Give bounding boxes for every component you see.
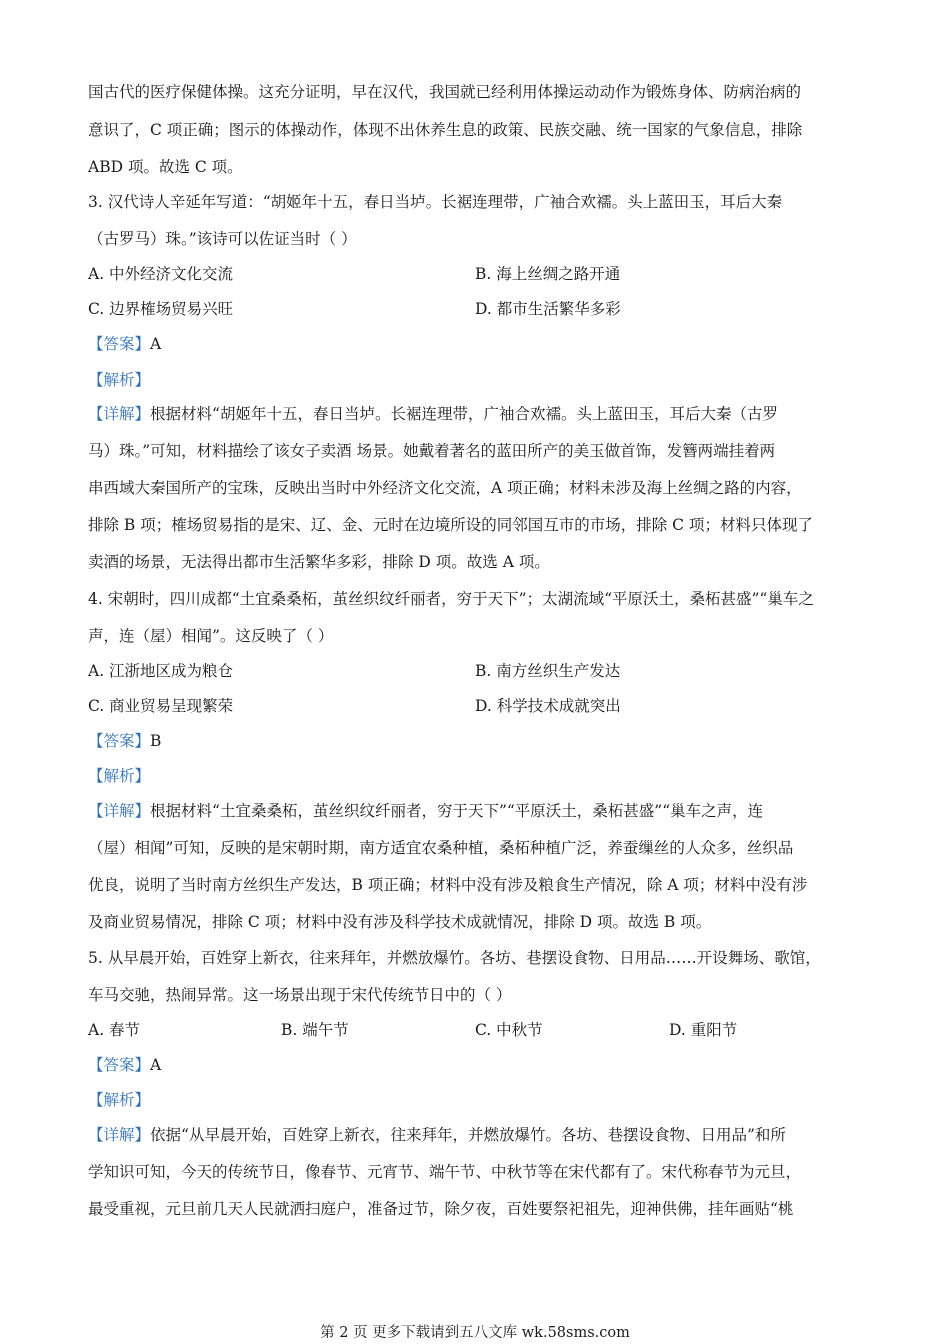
intro-line: ABD 项。故选 C 项。 [88, 158, 243, 176]
analysis-tag: 【解析】 [88, 1091, 151, 1109]
detail-text: 根据材料“胡姬年十五，春日当垆。长裾连理带，广袖合欢襦。头上蓝田玉，耳后大秦（古罗 [150, 405, 778, 423]
detail-tag: 【详解】 [88, 1126, 151, 1144]
detail-tag: 【详解】 [88, 405, 151, 423]
q4-option-b: B. 南方丝织生产发达 [475, 662, 621, 680]
q3-option-c: C. 边界榷场贸易兴旺 [88, 300, 234, 318]
q5-option-d: D. 重阳节 [669, 1021, 738, 1039]
q5-detail-line: 最受重视，元旦前几天人民就洒扫庭户，准备过节，除夕夜，百姓要祭祀祖先，迎神供佛，挂年画贴“桃 [88, 1200, 794, 1218]
q3-detail-line [88, 404, 878, 424]
detail-tag: 【详解】 [88, 802, 151, 820]
answer-tag: 【答案】 [88, 1056, 151, 1074]
q3-option-d: D. 都市生活繁华多彩 [475, 300, 621, 318]
answer-value: A [150, 335, 162, 353]
q5-stem-line: 车马交驰，热闹异常。这一场景出现于宋代传统节日中的（ ） [88, 986, 512, 1004]
q3-detail-line: 马）珠。”可知，材料描绘了该女子卖酒 场景。她戴着著名的蓝田所产的美玉做首饰，发簪两端挂着两 [88, 442, 776, 460]
q3-stem-line: 3. 汉代诗人辛延年写道：“胡姬年十五，春日当垆。长裾连理带，广袖合欢襦。头上蓝田玉，耳后大秦 [88, 193, 783, 211]
detail-text: 根据材料“土宜桑桑柘，茧丝织纹纤丽者，穷于天下”“平原沃土，桑柘甚盛”“巢车之声，连 [150, 802, 764, 820]
analysis-tag: 【解析】 [88, 371, 151, 389]
q4-option-d: D. 科学技术成就突出 [475, 697, 621, 715]
q4-detail-line: 及商业贸易情况，排除 C 项；材料中没有涉及科学技术成就情况，排除 D 项。故选 B 项。 [88, 913, 712, 931]
q4-stem-line: 声，连（屋）相闻”。这反映了（ ） [88, 627, 334, 645]
analysis-tag: 【解析】 [88, 767, 151, 785]
answer-tag: 【答案】 [88, 335, 151, 353]
q5-detail-line: 学知识可知，今天的传统节日，像春节、元宵节、端午节、中秋节等在宋代都有了。宋代称春节为元旦， [88, 1163, 802, 1181]
q3-detail-line: 排除 B 项；榷场贸易指的是宋、辽、金、元时在边境所设的同邻国互市的市场，排除 C 项；材料只体现了 [88, 516, 813, 534]
q5-option-c: C. 中秋节 [475, 1021, 543, 1039]
q3-option-a: A. 中外经济文化交流 [88, 265, 234, 283]
q4-option-a: A. 江浙地区成为粮仓 [88, 662, 234, 680]
q3-detail-line: 串西域大秦国所产的宝珠，反映出当时中外经济文化交流，A 项正确；材料未涉及海上丝绸之路的内容， [88, 479, 802, 497]
q5-option-b: B. 端午节 [281, 1021, 349, 1039]
q3-detail-line: 卖酒的场景，无法得出都市生活繁华多彩，排除 D 项。故选 A 项。 [88, 553, 550, 571]
q5-stem-line: 5. 从早晨开始，百姓穿上新衣，往来拜年，并燃放爆竹。各坊、巷摆设食物、日用品……开设舞场、歌馆， [88, 949, 821, 967]
answer-value: A [150, 1056, 162, 1074]
q4-answer [88, 731, 878, 751]
q5-answer [88, 1055, 878, 1075]
q4-detail-line: 优良，说明了当时南方丝织生产发达，B 项正确；材料中没有涉及粮食生产情况，除 A 项；材料中没有涉 [88, 876, 808, 894]
answer-value: B [150, 732, 162, 750]
intro-line: 意识了，C 项正确；图示的体操动作，体现不出休养生息的政策、民族交融、统一国家的气象信息，排除 [88, 121, 803, 139]
detail-text: 依据“从早晨开始，百姓穿上新衣，往来拜年，并燃放爆竹。各坊、巷摆设食物、日用品”和所 [150, 1126, 786, 1144]
page-footer: 第 2 页 更多下载请到五八文库 wk.58sms.com [320, 1325, 630, 1341]
intro-line: 国古代的医疗保健体操。这充分证明，早在汉代，我国就已经利用体操运动动作为锻炼身体、防病治病的 [88, 83, 802, 101]
q4-detail-line [88, 801, 878, 821]
q5-option-a: A. 春节 [88, 1021, 141, 1039]
q4-detail-line: （屋）相闻”可知，反映的是宋朝时期，南方适宜农桑种植，桑柘种植广泛，养蚕缫丝的人众多，丝织品 [88, 839, 794, 857]
q5-detail-line [88, 1125, 878, 1145]
answer-tag: 【答案】 [88, 732, 151, 750]
q4-option-c: C. 商业贸易呈现繁荣 [88, 697, 234, 715]
q4-stem-line: 4. 宋朝时，四川成都“土宜桑桑柘，茧丝织纹纤丽者，穷于天下”；太湖流域“平原沃土，桑柘甚盛”“巢车之 [88, 590, 814, 608]
q3-option-b: B. 海上丝绸之路开通 [475, 265, 621, 283]
q3-answer [88, 334, 878, 354]
q3-stem-line: （古罗马）珠。”该诗可以佐证当时（ ） [88, 230, 357, 248]
q4-analysis [88, 766, 878, 786]
q5-analysis [88, 1090, 878, 1110]
q3-analysis [88, 370, 878, 390]
